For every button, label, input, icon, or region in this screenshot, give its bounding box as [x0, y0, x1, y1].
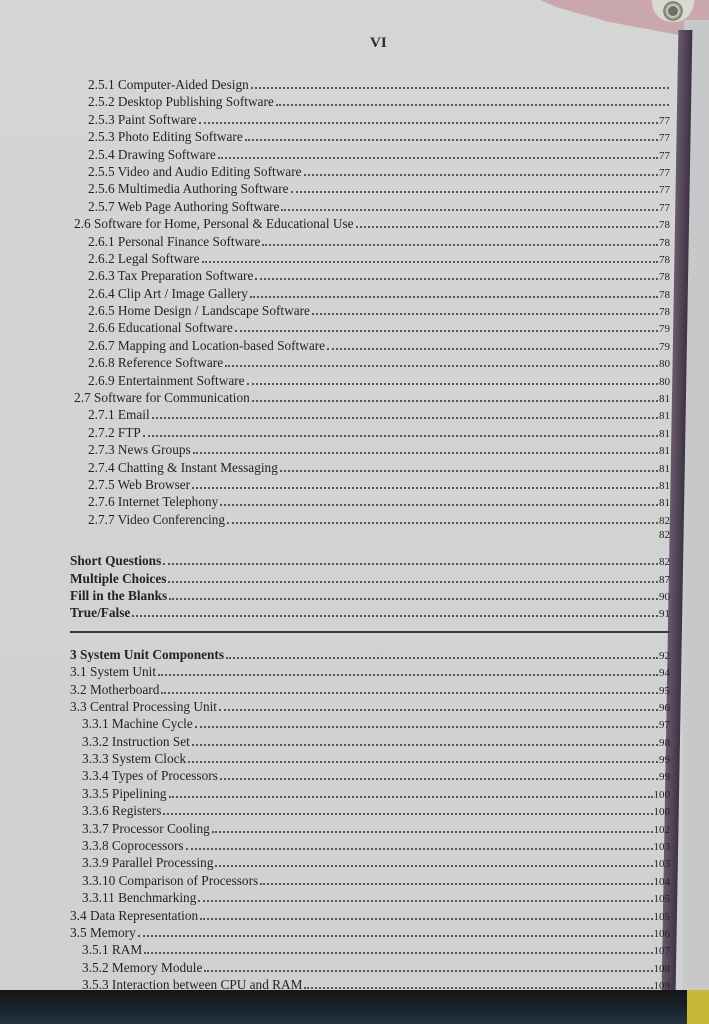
- toc-entry-label: 3.3.9 Parallel Processing: [82, 855, 214, 871]
- toc-entry-label: 2.6.4 Clip Art / Image Gallery: [88, 285, 248, 301]
- dot-leader: [247, 371, 658, 385]
- toc-entry-label: 3.3.3 System Clock: [82, 751, 187, 767]
- toc-entry-label: 2.6.6 Educational Software: [88, 320, 233, 336]
- dot-leader: [144, 940, 652, 954]
- dot-leader: [186, 836, 653, 850]
- toc-entry: [70, 958, 670, 975]
- toc-entry-label: 3.5.1 RAM: [82, 942, 143, 958]
- dot-leader: [327, 336, 658, 350]
- dot-leader: [169, 586, 658, 600]
- toc-page-number: 82: [659, 514, 670, 527]
- toc-entry-label: 2.6.2 Legal Software: [88, 250, 200, 266]
- toc-entry: [70, 145, 670, 162]
- dot-leader: [202, 249, 658, 263]
- toc-entry: [70, 836, 670, 853]
- toc-entry-label: 3.2 Motherboard: [70, 681, 160, 697]
- dot-leader: [215, 853, 652, 867]
- toc-page-number: 78: [659, 236, 670, 249]
- toc-entry: [70, 492, 670, 509]
- toc-entry-label: 2.5.4 Drawing Software: [88, 146, 216, 162]
- dot-leader: [356, 214, 658, 228]
- toc-entry: [70, 249, 670, 266]
- toc-entry: [70, 214, 670, 231]
- dot-leader: [220, 766, 658, 780]
- toc-entry-label: 3.3.6 Registers: [82, 803, 162, 819]
- toc-entry-label: 2.7.3 News Groups: [88, 442, 191, 458]
- dot-leader: [161, 680, 658, 694]
- toc-chapter-title: [70, 645, 670, 662]
- dot-leader: [199, 110, 658, 124]
- toc-page-number: 77: [659, 184, 670, 197]
- toc-page-number: 97: [659, 719, 670, 732]
- toc-entry-label: 3.5.3 Interaction between CPU and RAM: [82, 977, 303, 993]
- toc-page-number: 103: [653, 858, 670, 871]
- toc-entry-label: 3.3.2 Instruction Set: [82, 733, 190, 749]
- toc-entry: [70, 284, 670, 301]
- dot-leader: [245, 127, 658, 141]
- dot-leader: [260, 871, 652, 885]
- toc-page-number: 79: [659, 340, 670, 353]
- dot-leader: [198, 888, 652, 902]
- toc-entry-label: 3.5 Memory: [70, 924, 136, 940]
- toc-entry: [70, 923, 670, 940]
- toc-page-number: 78: [659, 306, 670, 319]
- toc-entry-label: 3.5.2 Memory Module: [82, 959, 203, 975]
- toc-entry: [70, 551, 670, 568]
- toc-exercises: [70, 551, 670, 621]
- toc-page-number: 80: [659, 358, 670, 371]
- table-of-contents: [70, 75, 670, 993]
- toc-page-number: 104: [653, 875, 670, 888]
- toc-entry-label: 3.3.4 Types of Processors: [82, 768, 218, 784]
- toc-page-number: 77: [659, 201, 670, 214]
- toc-entry-label: 2.5.7 Web Page Authoring Software: [88, 198, 280, 214]
- toc-entry-label: 2.7.2 FTP: [88, 424, 141, 440]
- toc-entry: [70, 853, 670, 870]
- dot-leader: [218, 145, 658, 159]
- toc-page-number: 81: [659, 497, 670, 510]
- toc-entry-label: 2.7.7 Video Conferencing: [88, 511, 226, 527]
- toc-page-number: 94: [659, 667, 670, 680]
- toc-entry-label: 3.3.8 Coprocessors: [82, 838, 184, 854]
- toc-entry-label: True/False: [70, 605, 131, 621]
- toc-page-number: 99: [659, 771, 670, 784]
- toc-entry: [70, 603, 670, 620]
- dot-leader: [192, 732, 658, 746]
- toc-entry-label: 2.7 Software for Communication: [74, 390, 250, 406]
- toc-entry: [70, 819, 670, 836]
- toc-entry: [70, 784, 670, 801]
- dot-leader: [291, 179, 658, 193]
- dot-leader: [312, 301, 658, 315]
- toc-page-number: 82: [659, 529, 670, 542]
- toc-page-number: 108: [653, 962, 670, 975]
- toc-page-number: 77: [659, 166, 670, 179]
- toc-page-number: 81: [659, 393, 670, 406]
- toc-entry-label: 2.6.8 Reference Software: [88, 355, 224, 371]
- section-divider: [70, 631, 670, 633]
- toc-entry-label: 2.6.5 Home Design / Landscape Software: [88, 303, 310, 319]
- toc-entry: [70, 405, 670, 422]
- toc-page-number: 105: [653, 910, 670, 923]
- toc-entry-label: 2.6 Software for Home, Personal & Educational Use: [74, 216, 354, 232]
- toc-entry-label: Short Questions: [70, 553, 162, 569]
- toc-entry: [70, 110, 670, 127]
- toc-page-number: 96: [659, 701, 670, 714]
- toc-page-number: 79: [659, 323, 670, 336]
- dot-leader: [169, 784, 653, 798]
- yellow-object: [687, 990, 709, 1024]
- toc-entry-label: 2.6.7 Mapping and Location-based Software: [88, 337, 326, 353]
- toc-entry: [70, 569, 670, 586]
- toc-entry: [70, 440, 670, 457]
- dot-leader: [251, 75, 669, 89]
- toc-entry-label: 3.3.5 Pipelining: [82, 785, 167, 801]
- toc-entry: [70, 371, 670, 388]
- toc-entry-label: 3.3 Central Processing Unit: [70, 698, 217, 714]
- dot-leader: [132, 603, 658, 617]
- toc-entry: [70, 423, 670, 440]
- toc-page-number: 100: [653, 806, 670, 819]
- toc-entry: [70, 732, 670, 749]
- toc-entry: [70, 301, 670, 318]
- toc-entry: [70, 353, 670, 370]
- toc-entry: [70, 266, 670, 283]
- toc-entry-label: 2.5.1 Computer-Aided Design: [88, 77, 249, 92]
- toc-entry-label: 3.4 Data Representation: [70, 907, 199, 923]
- dot-leader: [250, 284, 658, 298]
- dot-leader: [193, 440, 658, 454]
- dot-leader: [276, 92, 669, 106]
- toc-entry: [70, 975, 670, 992]
- toc-entry-label: 2.5.6 Multimedia Authoring Software: [88, 181, 289, 197]
- toc-entry: [70, 458, 670, 475]
- toc-page-number: 81: [659, 462, 670, 475]
- dot-leader: [195, 714, 658, 728]
- toc-entry: [70, 318, 670, 335]
- dot-leader: [225, 353, 658, 367]
- dot-leader: [304, 975, 652, 989]
- toc-entry: [70, 714, 670, 731]
- dot-leader: [188, 749, 658, 763]
- toc-entry-label: Multiple Choices: [70, 570, 167, 586]
- dot-leader: [212, 819, 653, 833]
- toc-page-number: 82: [659, 556, 670, 569]
- dot-leader: [227, 510, 658, 524]
- toc-page-number: 105: [653, 893, 670, 906]
- toc-entry: [70, 662, 670, 679]
- dot-leader: [255, 266, 658, 280]
- toc-entry: [70, 232, 670, 249]
- dot-leader: [281, 197, 658, 211]
- toc-entry: [70, 871, 670, 888]
- toc-entry-label: 3.3.11 Benchmarking: [82, 890, 197, 906]
- dot-leader: [252, 388, 658, 402]
- toc-entry: [70, 92, 670, 109]
- toc-entry: [70, 940, 670, 957]
- toc-page-number: 81: [659, 445, 670, 458]
- toc-entry: [70, 586, 670, 603]
- dot-leader: [226, 645, 658, 659]
- dot-leader: [192, 475, 658, 489]
- toc-entry: [70, 475, 670, 492]
- toc-page-number: 81: [659, 479, 670, 492]
- toc-entry-label: Fill in the Blanks: [70, 587, 168, 603]
- toc-entry-label: 2.5.5 Video and Audio Editing Software: [88, 163, 302, 179]
- dot-leader: [158, 662, 658, 676]
- dot-leader: [304, 162, 658, 176]
- toc-entry-label: 3.3.10 Comparison of Processors: [82, 872, 259, 888]
- dot-leader: [220, 492, 658, 506]
- background-bottom: [0, 990, 709, 1024]
- toc-entry: [70, 680, 670, 697]
- toc-entry-label: 2.6.1 Personal Finance Software: [88, 233, 261, 249]
- toc-page-number: 100: [653, 788, 670, 801]
- toc-page-number: 77: [659, 132, 670, 145]
- toc-page-number: 99: [659, 754, 670, 767]
- toc-page-number: 78: [659, 271, 670, 284]
- toc-page-number: 102: [653, 823, 670, 836]
- dot-leader: [280, 458, 658, 472]
- toc-entry: [70, 197, 670, 214]
- dot-leader: [235, 318, 658, 332]
- toc-entry-label: 3.3.7 Processor Cooling: [82, 820, 210, 836]
- toc-page-number: 107: [653, 945, 670, 958]
- dot-leader: [200, 906, 652, 920]
- dot-leader: [152, 405, 658, 419]
- dot-leader: [219, 697, 658, 711]
- dot-leader: [168, 569, 658, 583]
- dot-leader: [138, 923, 653, 937]
- toc-entry-label: 2.6.9 Entertainment Software: [88, 372, 245, 388]
- dot-leader: [143, 423, 658, 437]
- toc-entry: [70, 388, 670, 405]
- toc-section-chapter3: [70, 662, 670, 992]
- toc-page-number: 87: [659, 573, 670, 586]
- toc-entry-label: 2.7.6 Internet Telephony: [88, 494, 219, 510]
- toc-entry: [70, 127, 670, 144]
- toc-entry: [70, 906, 670, 923]
- toc-page-number: 81: [659, 410, 670, 423]
- toc-entry-label: 3.3.1 Machine Cycle: [82, 716, 193, 732]
- toc-page-number: 77: [659, 149, 670, 162]
- toc-entry-label: 3.1 System Unit: [70, 664, 157, 680]
- toc-entry-label: 2.7.5 Web Browser: [88, 476, 191, 492]
- toc-page-number: 78: [659, 288, 670, 301]
- toc-entry: [70, 179, 670, 196]
- toc-entry: [70, 75, 670, 92]
- toc-entry: [70, 888, 670, 905]
- chapter-title: 3 System Unit Components: [70, 646, 225, 662]
- dot-leader: [204, 958, 652, 972]
- toc-entry-label: 2.5.3 Paint Software: [88, 111, 197, 127]
- toc-page-number: 80: [659, 375, 670, 388]
- toc-page-number: 98: [659, 736, 670, 749]
- toc-page-number: 78: [659, 219, 670, 232]
- toc-section-chapter2: [70, 75, 670, 527]
- toc-page-number: 106: [653, 927, 670, 940]
- dot-leader: [163, 551, 658, 565]
- toc-entry-label: 2.5.2 Desktop Publishing Software: [88, 94, 274, 110]
- toc-entry: [70, 162, 670, 179]
- toc-page-number: 109: [653, 980, 670, 993]
- dot-leader: [262, 232, 658, 246]
- toc-entry-label: 2.7.4 Chatting & Instant Messaging: [88, 459, 278, 475]
- toc-entry: [70, 510, 670, 527]
- toc-page-number: 103: [653, 841, 670, 854]
- toc-page-number: 92: [659, 649, 670, 662]
- toc-entry-label: 2.6.3 Tax Preparation Software: [88, 268, 254, 284]
- toc-entry: [70, 766, 670, 783]
- toc-page-number: 95: [659, 684, 670, 697]
- toc-entry-label: 2.5.3 Photo Editing Software: [88, 129, 243, 145]
- toc-trailing-page: [70, 527, 670, 541]
- toc-entry: [70, 801, 670, 818]
- toc-entry-label: 2.7.1 Email: [88, 407, 150, 423]
- toc-page-number: 91: [659, 608, 670, 621]
- toc-entry: [70, 336, 670, 353]
- toc-page-number: 81: [659, 427, 670, 440]
- page-number: VI: [370, 35, 387, 51]
- toc-entry: [70, 697, 670, 714]
- toc-page-number: 90: [659, 590, 670, 603]
- toc-page-number: 77: [659, 114, 670, 127]
- toc-entry: [70, 749, 670, 766]
- toc-page-number: 78: [659, 253, 670, 266]
- dot-leader: [163, 801, 652, 815]
